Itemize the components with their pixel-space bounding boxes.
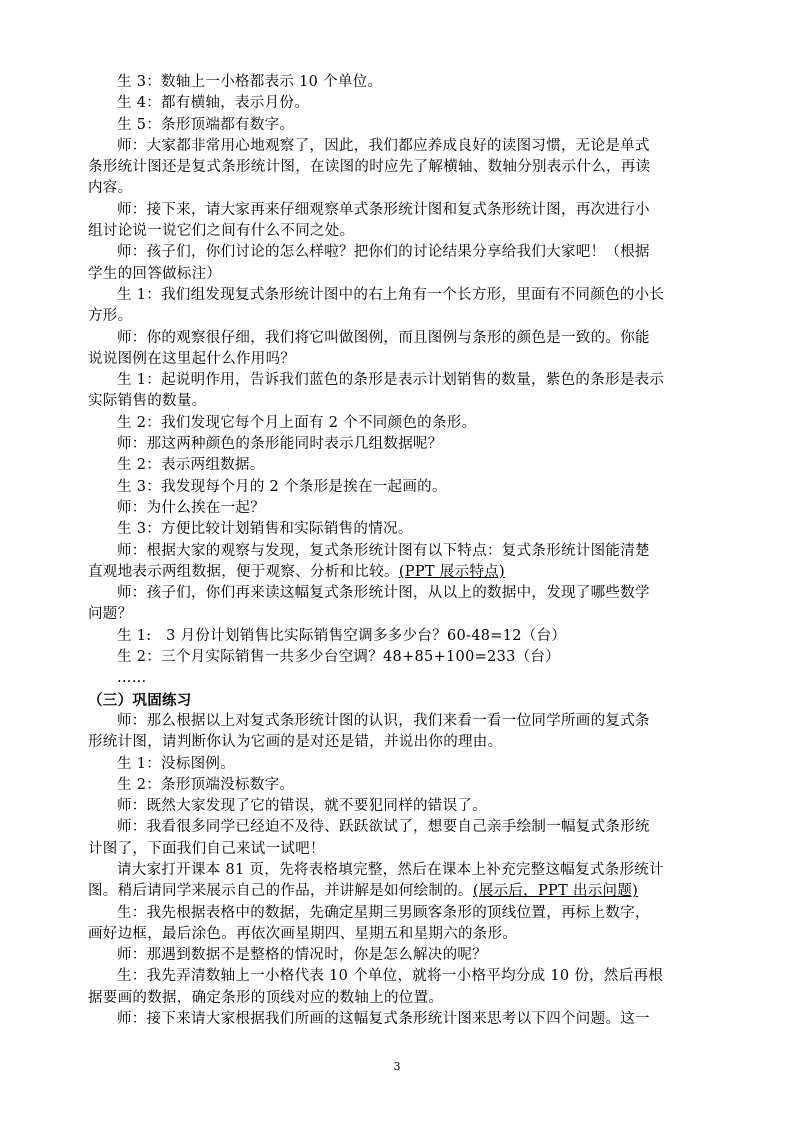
page-body xyxy=(88,72,714,1030)
text-line: 生 3：我发现每个月的 2 个条形是挨在一起画的。 xyxy=(117,478,447,495)
text-line: 生 5：条形顶端都有数字。 xyxy=(117,116,295,133)
underlined-note: (展示后，PPT 出示问题) xyxy=(472,883,639,900)
text-line: 师：既然大家发现了它的错误，就不要犯同样的错误了。 xyxy=(117,798,487,815)
text-line: 计图了，下面我们自己来试一试吧！ xyxy=(88,840,325,857)
text-line: 请大家打开课本 81 页，先将表格填完整，然后在课本上补充完整这幅复式条形统计 xyxy=(117,861,664,878)
underlined-note: (PPT 展示特点) xyxy=(398,563,505,580)
text-line: 生：我先根据表格中的数据，先确定星期三男顾客条形的顶线位置，再标上数字， xyxy=(117,904,650,921)
text-line: 师：孩子们，你们讨论的怎么样啦？把你们的讨论结果分享给我们大家吧！（根据 xyxy=(117,244,650,261)
text-line: 方形。 xyxy=(88,308,133,325)
text-line: 图。稍后请同学来展示自己的作品，并讲解是如何绘制的。(展示后，PPT 出示问题) xyxy=(88,883,639,900)
text-line: 师：你的观察很仔细，我们将它叫做图例，而且图例与条形的颜色是一致的。你能 xyxy=(117,329,650,346)
text-line: 画好边框，最后涂色。再依次画星期四、星期五和星期六的条形。 xyxy=(88,925,518,942)
text-line: 师：接下来请大家根据我们所画的这幅复式条形统计图来思考以下四个问题。这一 xyxy=(117,1011,650,1028)
text-line: 生 3：方便比较计划销售和实际销售的情况。 xyxy=(117,521,413,538)
text-line: 生：我先弄清数轴上一小格代表 10 个单位，就将一小格平均分成 10 份，然后再根 xyxy=(117,968,664,985)
text-line: 师：大家都非常用心地观察了，因此，我们都应养成良好的读图习惯，无论是单式 xyxy=(117,137,650,154)
text-line: 生 2：表示两组数据。 xyxy=(117,457,265,474)
text-line: 组讨论说一说它们之间有什么不同之处。 xyxy=(88,223,355,240)
section-heading: （三）巩固练习 xyxy=(88,691,192,709)
text-line: 生 1: 3 月份计划销售比实际销售空调多多少台？60-48=12（台） xyxy=(117,627,567,644)
text-line: 直观地表示两组数据，便于观察、分析和比较。(PPT 展示特点) xyxy=(88,563,505,580)
text-line: 师：为什么挨在一起？ xyxy=(117,499,265,516)
text-line: 师：我看很多同学已经迫不及待、跃跃欲试了，想要自己亲手绘制一幅复式条形统 xyxy=(117,819,650,836)
text-line: 说说图例在这里起什么作用吗？ xyxy=(88,350,296,367)
text-line: 师：根据大家的观察与发现，复式条形统计图有以下特点：复式条形统计图能清楚 xyxy=(117,542,650,559)
text-line: 条形统计图还是复式条形统计图，在读图的时应先了解横轴、数轴分别表示什么，再读 xyxy=(88,159,651,176)
text-line: 生 2：条形顶端没标数字。 xyxy=(117,776,295,793)
text-line: 师：那遇到数据不是整格的情况时，你是怎么解决的呢？ xyxy=(117,947,487,964)
page-number: 3 xyxy=(393,1060,401,1073)
text-line: 生 4：都有横轴，表示月份。 xyxy=(117,95,310,112)
text-line: 据要画的数据，确定条形的顶线对应的数轴上的位置。 xyxy=(88,989,444,1006)
text-line: 生 1：起说明作用，告诉我们蓝色的条形是表示计划销售的数量，紫色的条形是表示 xyxy=(117,372,665,389)
text-line: 师：那这两种颜色的条形能同时表示几组数据呢？ xyxy=(117,436,443,453)
text-line: 生 1：我们组发现复式条形统计图中的右上角有一个长方形，里面有不同颜色的小长 xyxy=(117,286,665,303)
text-line: 生 2：我们发现它每个月上面有 2 个不同颜色的条形。 xyxy=(117,414,477,431)
text-line: …… xyxy=(117,670,147,687)
text-line: 师：孩子们，你们再来读这幅复式条形统计图，从以上的数据中，发现了哪些数学 xyxy=(117,585,650,602)
text-line: 师：那么根据以上对复式条形统计图的认识，我们来看一看一位同学所画的复式条 xyxy=(117,712,650,729)
text-line: 实际销售的数量。 xyxy=(88,393,207,410)
text-line: 问题？ xyxy=(88,606,133,623)
text-line: 生 3：数轴上一小格都表示 10 个单位。 xyxy=(117,74,383,90)
text-line: 师：接下来，请大家再来仔细观察单式条形统计图和复式条形统计图，再次进行小 xyxy=(117,201,650,218)
text-line: 学生的回答做标注） xyxy=(88,265,222,282)
text-line: 生 2：三个月实际销售一共多少台空调？48+85+100=233（台） xyxy=(117,649,561,666)
text-line: 生 1：没标图例。 xyxy=(117,755,236,772)
text-line: 形统计图，请判断你认为它画的是对还是错，并说出你的理由。 xyxy=(88,734,503,751)
text-line: 内容。 xyxy=(88,180,133,197)
